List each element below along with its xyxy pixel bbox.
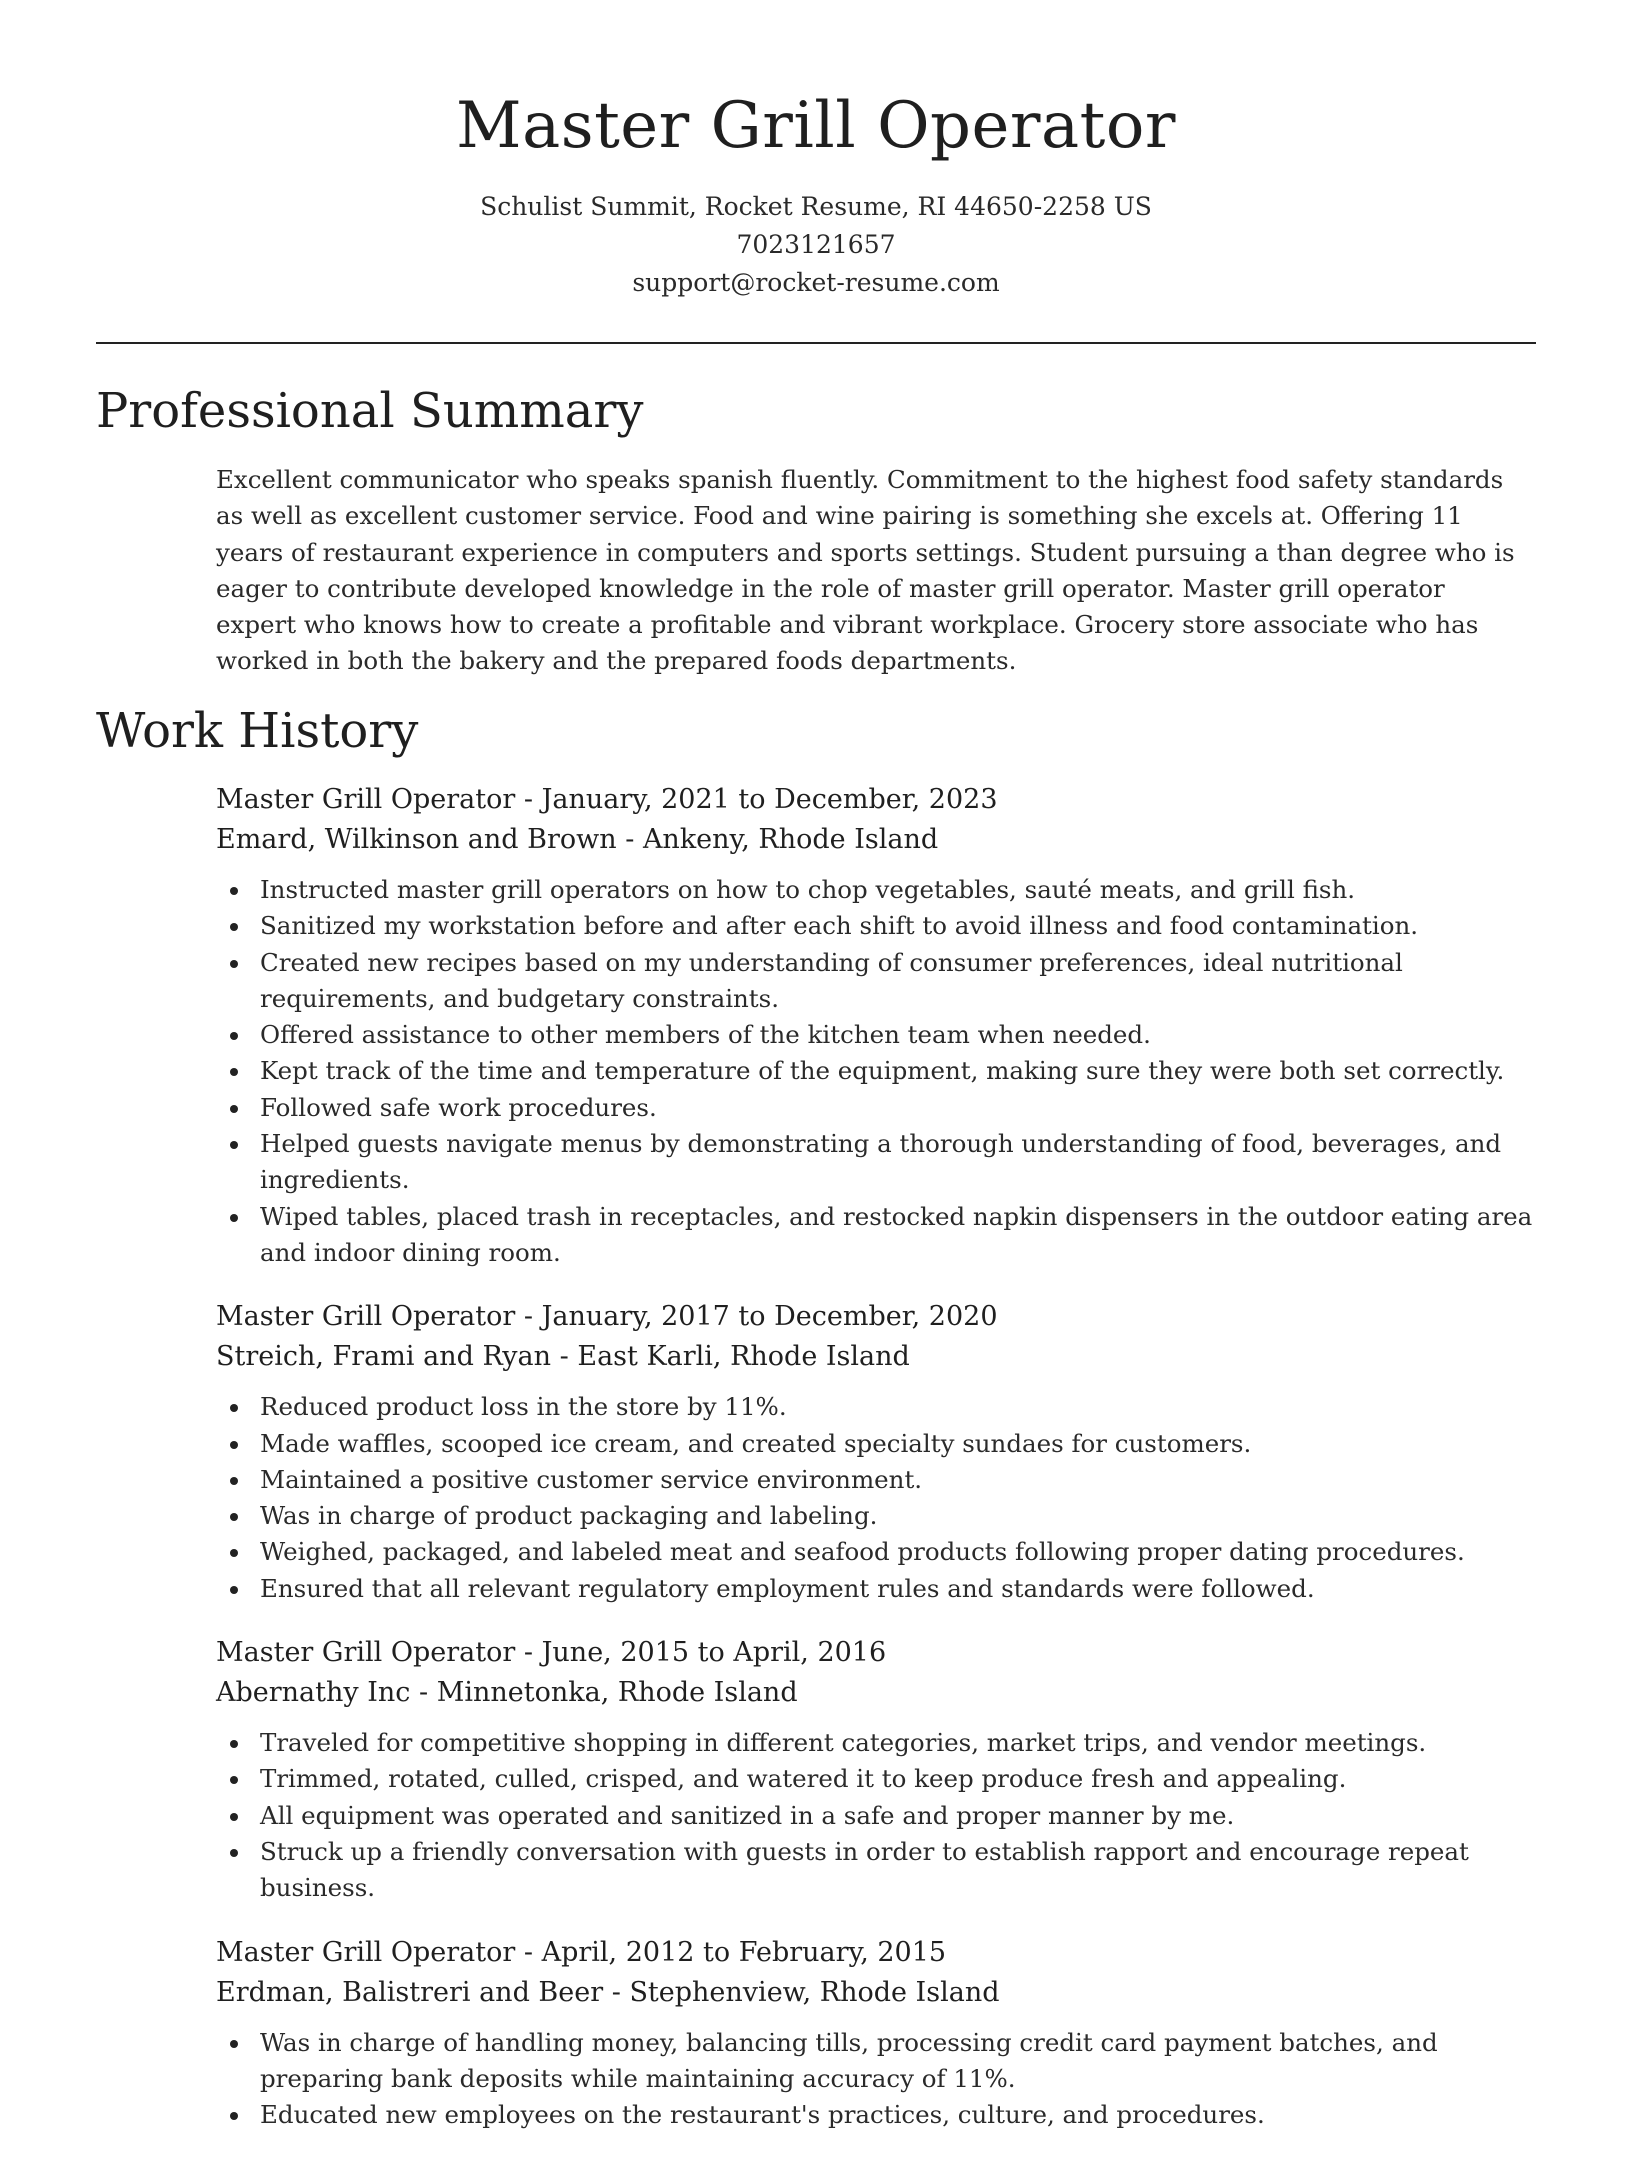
job-entry — [216, 780, 1536, 1271]
job-title: Master Grill Operator — [216, 1637, 516, 1669]
contact-block — [0, 188, 1632, 302]
job-title-line: Master Grill Operator - June, 2015 to April, 2016 — [216, 1637, 887, 1669]
job-entry — [216, 1297, 1536, 1607]
list-item: Instructed master grill operators on how to chop vegetables, sauté meats, and grill fish. — [216, 872, 1536, 908]
job-title-line: Master Grill Operator - April, 2012 to February, 2015 — [216, 1936, 947, 1968]
job-dates: June, 2015 to April, 2016 — [541, 1637, 887, 1669]
job-bullets — [216, 1389, 1536, 1607]
list-item: Was in charge of handling money, balancing tills, processing credit card payment batches, and preparing bank deposits while maintaining accuracy of 11%. — [216, 2025, 1536, 2098]
list-item: Reduced product loss in the store by 11%. — [216, 1389, 1536, 1425]
list-item: Wiped tables, placed trash in receptacles, and restocked napkin dispensers in the outdoor eating area and indoor dining room. — [216, 1199, 1536, 1272]
list-item: Trimmed, rotated, culled, crisped, and watered it to keep produce fresh and appealing. — [216, 1761, 1536, 1797]
list-item: Sanitized my workstation before and after each shift to avoid illness and food contamination. — [216, 908, 1536, 944]
job-dates: April, 2012 to February, 2015 — [541, 1936, 947, 1968]
job-location: East Karli, Rhode Island — [577, 1341, 910, 1373]
job-company-line: Emard, Wilkinson and Brown - Ankeny, Rhode Island — [216, 824, 939, 855]
list-item: Kept track of the time and temperature of the equipment, making sure they were both set correctly. — [216, 1053, 1536, 1089]
list-item: Struck up a friendly conversation with guests in order to establish rapport and encourage repeat business. — [216, 1834, 1536, 1907]
job-bullets — [216, 2025, 1536, 2134]
job-title: Master Grill Operator — [216, 784, 516, 815]
job-title: Master Grill Operator — [216, 1936, 516, 1968]
job-bullets — [216, 872, 1536, 1271]
job-company: Streich, Frami and Ryan — [216, 1341, 552, 1373]
job-company: Abernathy Inc — [216, 1677, 411, 1709]
job-location: Stephenview, Rhode Island — [629, 1976, 1000, 2008]
job-company: Emard, Wilkinson and Brown — [216, 824, 617, 855]
job-company-line: Abernathy Inc - Minnetonka, Rhode Island — [216, 1677, 798, 1709]
summary-heading: Professional Summary — [96, 383, 644, 439]
list-item: Maintained a positive customer service environment. — [216, 1462, 1536, 1498]
list-item: Made waffles, scooped ice cream, and created specialty sundaes for customers. — [216, 1426, 1536, 1462]
candidate-name: Master Grill Operator — [456, 89, 1176, 163]
job-company-line: Streich, Frami and Ryan - East Karli, Rhode Island — [216, 1341, 910, 1373]
address: Schulist Summit, Rocket Resume, RI 44650-2258 US — [480, 192, 1152, 221]
list-item: Helped guests navigate menus by demonstrating a thorough understanding of food, beverages, and ingredients. — [216, 1126, 1536, 1199]
job-title-line: Master Grill Operator - January, 2021 to December, 2023 — [216, 784, 998, 815]
list-item: Traveled for competitive shopping in different categories, market trips, and vendor meetings. — [216, 1725, 1536, 1761]
job-entry — [216, 1633, 1536, 1906]
list-item: Weighed, packaged, and labeled meat and seafood products following proper dating procedures. — [216, 1534, 1536, 1570]
work-history-list — [216, 780, 1536, 2159]
phone: 7023121657 — [736, 230, 896, 259]
list-item: Educated new employees on the restaurant's practices, culture, and procedures. — [216, 2097, 1536, 2133]
job-location: Ankeny, Rhode Island — [642, 824, 939, 855]
job-title: Master Grill Operator — [216, 1301, 516, 1333]
job-entry — [216, 1933, 1536, 2134]
job-dates: January, 2017 to December, 2020 — [541, 1301, 998, 1333]
job-company: Erdman, Balistreri and Beer — [216, 1976, 604, 2008]
job-dates: January, 2021 to December, 2023 — [541, 784, 998, 815]
work-history-heading: Work History — [96, 703, 419, 759]
list-item: Followed safe work procedures. — [216, 1090, 1536, 1126]
job-title-line: Master Grill Operator - January, 2017 to December, 2020 — [216, 1301, 998, 1333]
job-company-line: Erdman, Balistreri and Beer - Stephenview, Rhode Island — [216, 1976, 1000, 2008]
list-item: Created new recipes based on my understanding of consumer preferences, ideal nutritional requirements, and budgetary constraints. — [216, 945, 1536, 1018]
job-bullets — [216, 1725, 1536, 1906]
email: support@rocket-resume.com — [632, 268, 1000, 297]
resume-header — [0, 0, 1632, 302]
header-divider — [96, 342, 1536, 344]
list-item: Ensured that all relevant regulatory employment rules and standards were followed. — [216, 1571, 1536, 1607]
list-item: Was in charge of product packaging and labeling. — [216, 1498, 1536, 1534]
list-item: All equipment was operated and sanitized in a safe and proper manner by me. — [216, 1798, 1536, 1834]
list-item: Offered assistance to other members of the kitchen team when needed. — [216, 1017, 1536, 1053]
summary-text: Excellent communicator who speaks spanish fluently. Commitment to the highest food safety standards as well as excellent customer service. Food and wine pairing is something she excels at. Offering 11 years of restaurant experience in computers and sports settings. Student pursuing a than degree who is eager to contribute developed knowledge in the role of master grill operator. Master grill operator expert who knows how to create a profitable and vibrant workplace. Grocery store associate who has worked in both the bakery and the prepared foods departments. — [216, 465, 1515, 676]
job-location: Minnetonka, Rhode Island — [436, 1677, 798, 1709]
